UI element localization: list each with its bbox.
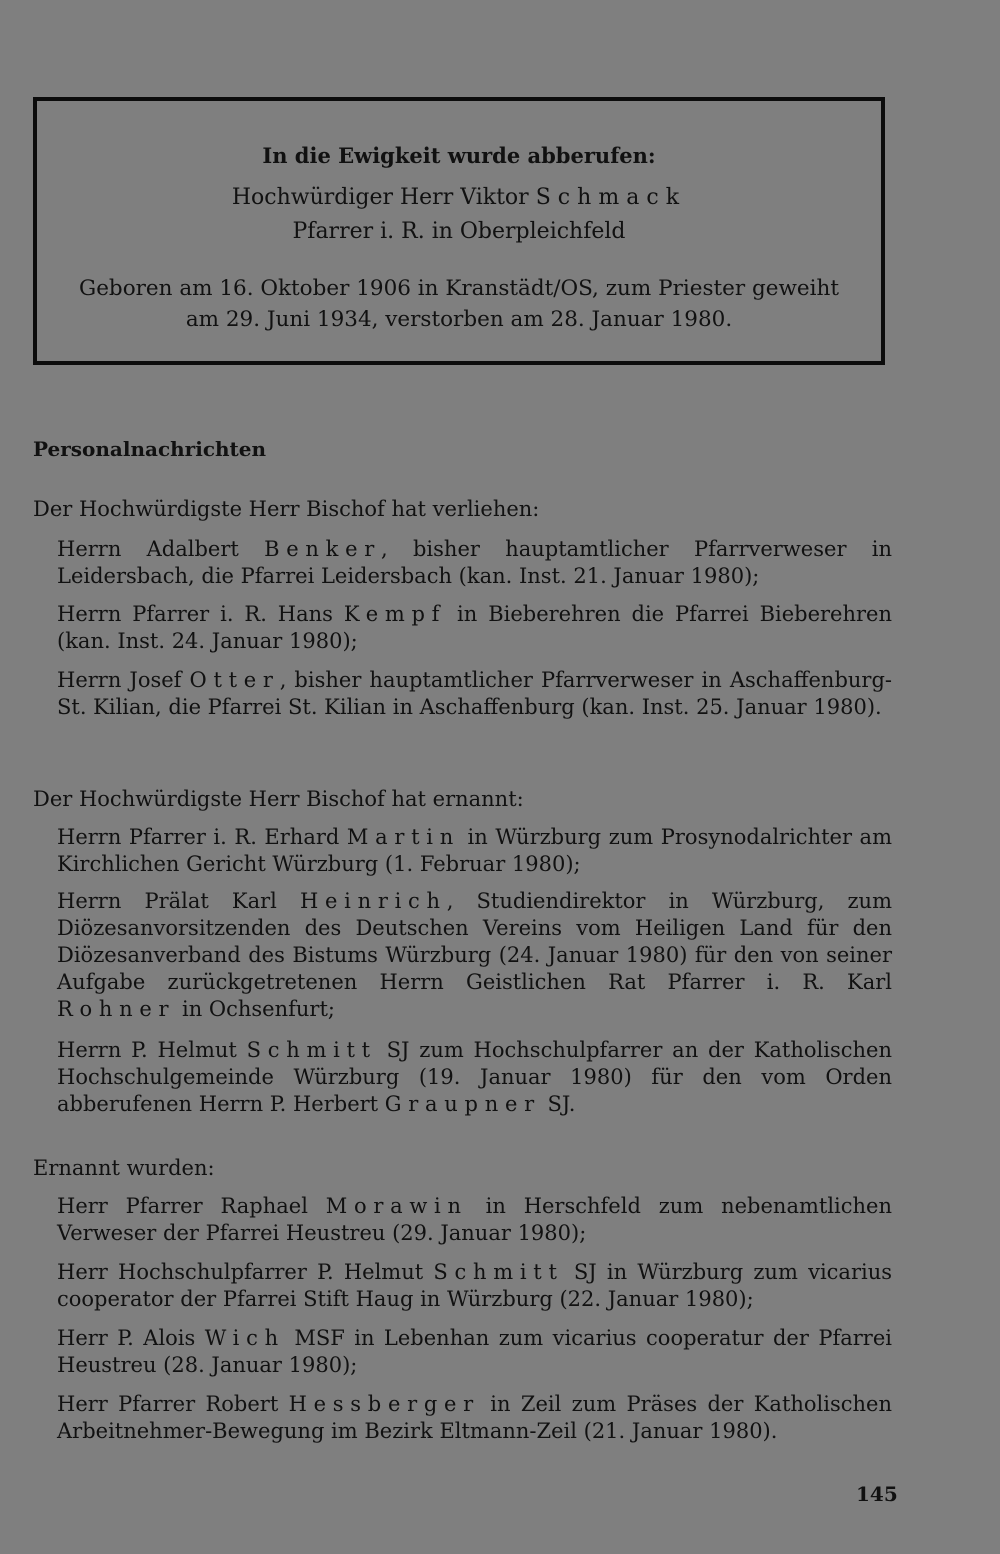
entry-surname: Schmitt: [433, 1260, 564, 1284]
obituary-box: [33, 97, 885, 365]
obituary-office: Pfarrer i. R. in Oberpleichfeld: [292, 219, 626, 244]
entry-text: Herr Pfarrer Raphael: [57, 1194, 326, 1218]
list-item: [57, 601, 892, 655]
entry-text: Herrn Josef: [57, 668, 190, 692]
obituary-dates: [65, 273, 853, 335]
obituary-name: [37, 185, 881, 210]
entry-surname: Morawin: [325, 1194, 468, 1218]
list-item: [57, 536, 892, 590]
entry-text: in Ochsenfurt;: [175, 997, 335, 1021]
entry-text: Herr Hochschulpfarrer P. Helmut: [57, 1260, 434, 1284]
list-item: [57, 824, 892, 878]
entry-text: Herrn Pfarrer i. R. Hans: [57, 602, 344, 626]
entry-text: , bisher hauptamtlicher Pfarrverweser in Aschaffenburg-St. Kilian, die Pfarrei St. Kilian in Aschaffenburg (kan. Inst. 25. Januar 1980).: [57, 668, 892, 719]
entry-text: , Studiendirektor in Würzburg, zum Diözesanvorsitzenden des Deutschen Vereins vom Heiligen Land für den Diözesanverband des Bistums Würzburg (24. Januar 1980) für den von seiner Aufgabe zurückgetretenen Herrn Geistlichen Rat Pfarrer i. R. Karl: [57, 889, 892, 994]
obituary-heading: In die Ewigkeit wurde abberufen:: [262, 143, 656, 168]
entry-text: in Zeil zum Präses der Katholischen Arbeitnehmer-Bewegung im Bezirk Eltmann-Zeil (21. Januar 1980).: [57, 1392, 892, 1443]
entry-text: SJ zum Hochschulpfarrer an der Katholischen Hochschulgemeinde Würzburg (19. Januar 1980) für den vom Orden abberufenen Herrn P. Herbert: [57, 1038, 892, 1116]
entry-surname: Kempf: [343, 602, 447, 626]
entry-surname: Graupner: [384, 1092, 541, 1116]
entry-surname: Martin: [346, 825, 460, 849]
entry-surname: Heinrich: [299, 889, 447, 913]
group-intro: Der Hochwürdigste Herr Bischof hat ernannt:: [33, 787, 524, 811]
entry-surname: Schmitt: [246, 1038, 377, 1062]
entry-text: Herrn P. Helmut: [57, 1038, 247, 1062]
entry-surname: Benker: [264, 537, 382, 561]
entry-text: Herrn Pfarrer i. R. Erhard: [57, 825, 347, 849]
obituary-dates-line-2: am 29. Juni 1934, verstorben am 28. Januar 1980.: [185, 307, 733, 332]
list-item: [57, 1259, 892, 1313]
list-item: [57, 1037, 892, 1118]
entry-text: Herrn Prälat Karl: [57, 889, 300, 913]
entry-text: in Bieberehren die Pfarrei Bieberehren (kan. Inst. 24. Januar 1980);: [57, 602, 892, 653]
entry-surname: Rohner: [57, 997, 176, 1021]
entry-text: SJ.: [540, 1092, 576, 1116]
obituary-surname: Schmack: [535, 185, 687, 210]
entry-text: MSF in Lebenhan zum vicarius cooperatur der Pfarrei Heustreu (28. Januar 1980);: [57, 1326, 892, 1377]
list-item: [57, 1391, 892, 1445]
obituary-name-prefix: Hochwürdiger Herr Viktor: [231, 185, 529, 210]
list-item: [57, 888, 892, 1023]
list-item: [57, 667, 892, 721]
list-item: [57, 1325, 892, 1379]
group-intro: Der Hochwürdigste Herr Bischof hat verliehen:: [33, 497, 540, 521]
entry-text: Herrn Adalbert: [57, 537, 265, 561]
entry-text: Herr Pfarrer Robert: [57, 1392, 289, 1416]
list-item: [57, 1193, 892, 1247]
entry-text: , bisher hauptamtlicher Pfarrverweser in Leidersbach, die Pfarrei Leidersbach (kan. Inst. 21. Januar 1980);: [57, 537, 893, 588]
entry-surname: Wich: [204, 1326, 285, 1350]
entry-text: Herr P. Alois: [57, 1326, 205, 1350]
entry-surname: Otter: [189, 668, 280, 692]
entry-surname: Hessberger: [288, 1392, 480, 1416]
obituary-dates-line-1: Geboren am 16. Oktober 1906 in Kranstädt/OS, zum Priester geweiht: [79, 276, 839, 301]
section-title: Personalnachrichten: [33, 437, 267, 461]
entry-text: SJ in Würzburg zum vicarius cooperator der Pfarrei Stift Haug in Würzburg (22. Januar 1980);: [57, 1260, 893, 1311]
entry-text: in Herschfeld zum nebenamtlichen Verweser der Pfarrei Heustreu (29. Januar 1980);: [57, 1194, 892, 1245]
entry-text: in Würzburg zum Prosynodalrichter am Kirchlichen Gericht Würzburg (1. Februar 1980);: [57, 825, 892, 876]
group-intro: Ernannt wurden:: [33, 1156, 215, 1180]
page-number: 145: [856, 1482, 898, 1506]
